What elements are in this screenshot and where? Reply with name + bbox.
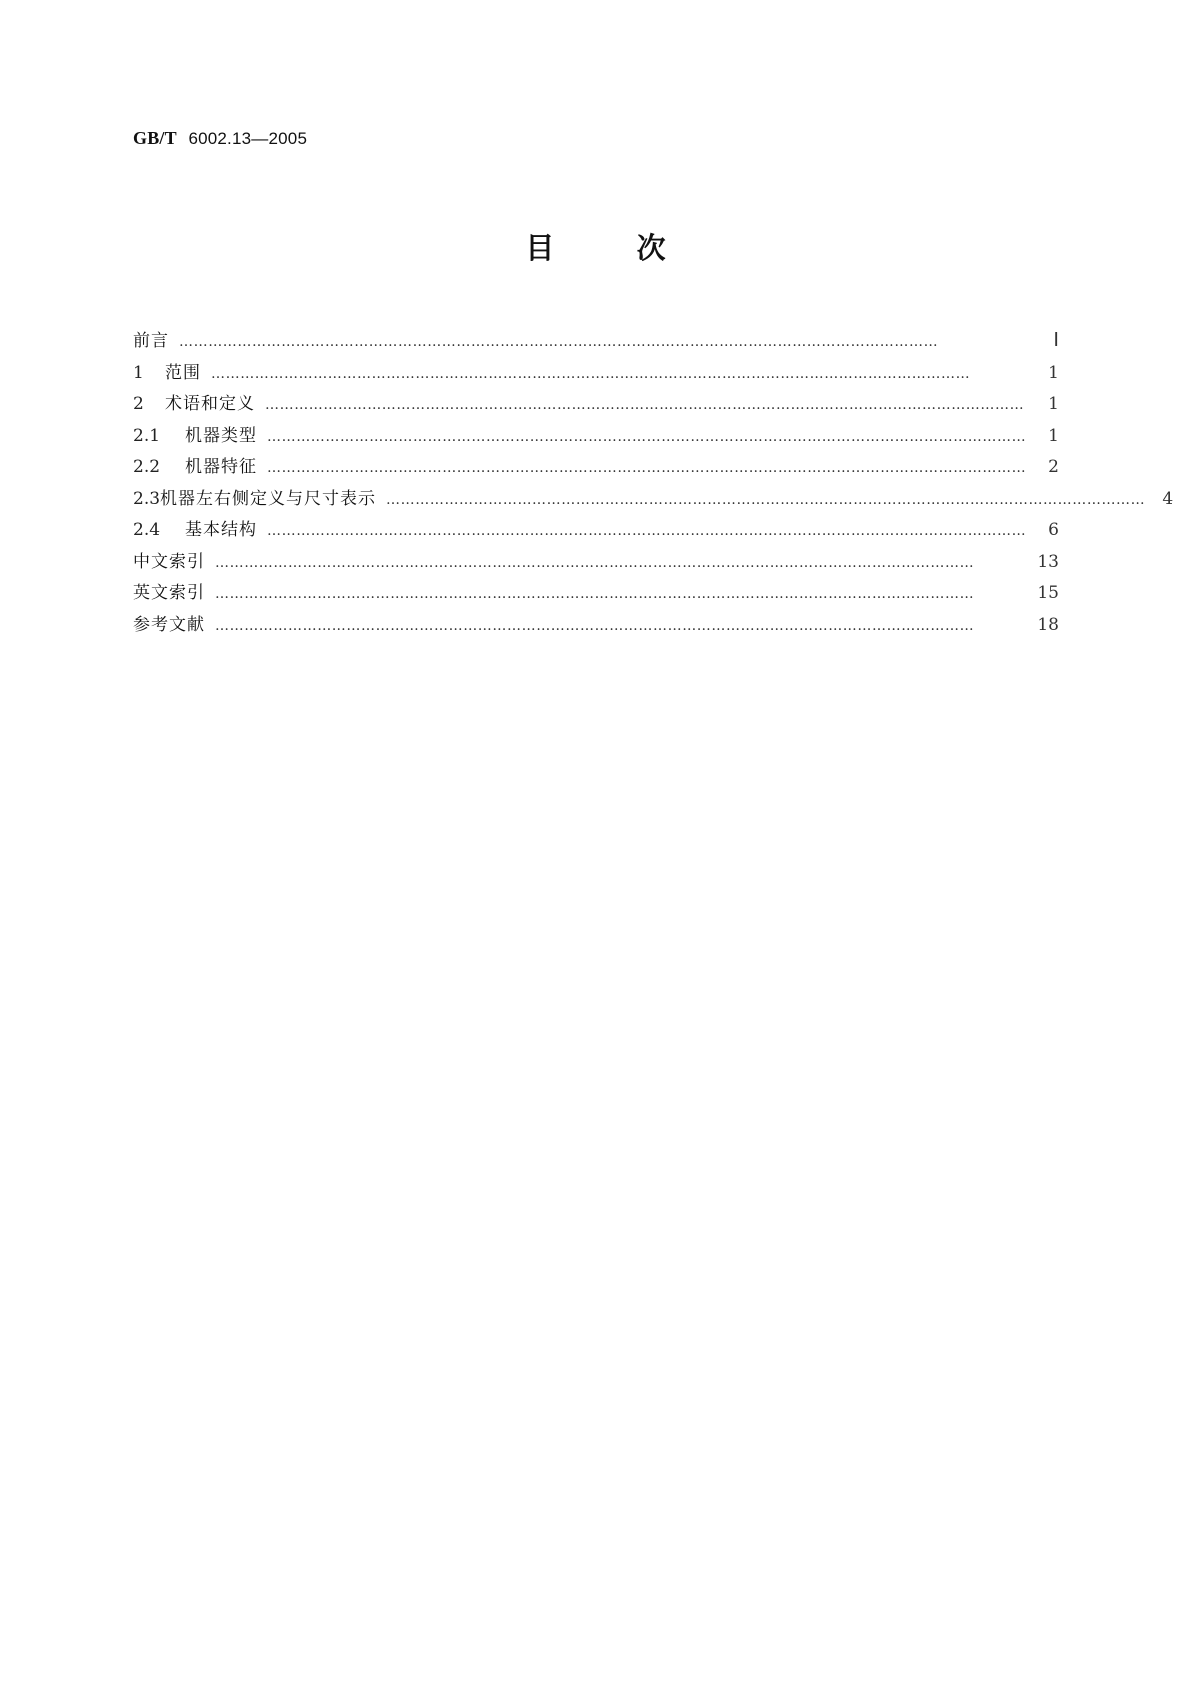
dot-leader: …………………………………………………………………………………………………………………………………………: [215, 586, 975, 602]
toc-entry-label: 中文索引: [133, 551, 205, 572]
toc-title-char-2: 次: [636, 231, 666, 265]
toc-entry-preface[interactable]: [133, 330, 1059, 362]
toc-entry-page: 2: [1048, 457, 1059, 477]
toc-entry-label: 机器左右侧定义与尺寸表示: [160, 488, 377, 509]
toc-entry-section: 1: [133, 362, 144, 383]
toc-entry-page: 4: [1162, 488, 1174, 509]
standard-header: [133, 128, 307, 149]
toc-entry-2-1[interactable]: [133, 425, 1059, 457]
toc-entry-section: 2.3: [133, 488, 161, 509]
toc-entry-label: 参考文献: [133, 614, 205, 635]
toc-entry-label: 英文索引: [133, 583, 205, 603]
toc-entry-label: 机器特征: [185, 457, 257, 477]
dot-leader: …………………………………………………………………………………………………………………………………………: [386, 491, 1146, 508]
toc-entry-page: 1: [1048, 425, 1059, 446]
toc-title: [0, 228, 1191, 268]
toc-entry-label: 机器类型: [185, 425, 257, 446]
dot-leader: …………………………………………………………………………………………………………………………………………: [211, 365, 971, 382]
toc-entry-2-4[interactable]: [133, 519, 1059, 551]
toc-entry-2[interactable]: [133, 393, 1059, 425]
toc-entry-page: 13: [1037, 551, 1059, 572]
toc-entry-english-index[interactable]: [133, 582, 1059, 614]
toc-entry-label: 术语和定义: [165, 394, 255, 414]
dot-leader: …………………………………………………………………………………………………………………………………………: [215, 554, 975, 571]
toc-entry-section: 2: [133, 394, 144, 414]
toc-entry-page: 18: [1037, 614, 1059, 635]
toc-entry-references[interactable]: [133, 614, 1059, 646]
dot-leader: …………………………………………………………………………………………………………………………………………: [267, 460, 1027, 476]
dot-leader: …………………………………………………………………………………………………………………………………………: [265, 397, 1025, 413]
toc-entry-page: 1: [1048, 394, 1059, 414]
toc-list: [133, 330, 1174, 645]
toc-title-char-1: 目: [525, 231, 555, 265]
toc-entry-section: 2.4: [133, 520, 161, 540]
standard-code: GB/T: [133, 128, 177, 148]
toc-entry-section: 2.2: [133, 457, 161, 477]
standard-number: 6002.13—2005: [188, 129, 308, 148]
toc-entry-section: 2.1: [133, 425, 161, 446]
toc-entry-label: 基本结构: [185, 520, 257, 540]
toc-entry-page: 1: [1048, 362, 1059, 383]
toc-entry-label: 范围: [165, 362, 201, 383]
dot-leader: …………………………………………………………………………………………………………………………………………: [267, 523, 1027, 539]
toc-entry-label: 前言: [133, 331, 169, 351]
dot-leader: …………………………………………………………………………………………………………………………………………: [267, 428, 1027, 445]
dot-leader: …………………………………………………………………………………………………………………………………………: [215, 617, 975, 634]
toc-entry-page: 15: [1037, 583, 1059, 603]
toc-entry-page: Ⅰ: [1053, 330, 1059, 351]
toc-entry-2-3[interactable]: [133, 488, 1174, 520]
dot-leader: …………………………………………………………………………………………………………………………………………: [179, 334, 939, 350]
toc-entry-page: 6: [1048, 520, 1059, 540]
toc-entry-1[interactable]: [133, 362, 1059, 394]
toc-entry-chinese-index[interactable]: [133, 551, 1059, 583]
toc-entry-2-2[interactable]: [133, 456, 1059, 488]
